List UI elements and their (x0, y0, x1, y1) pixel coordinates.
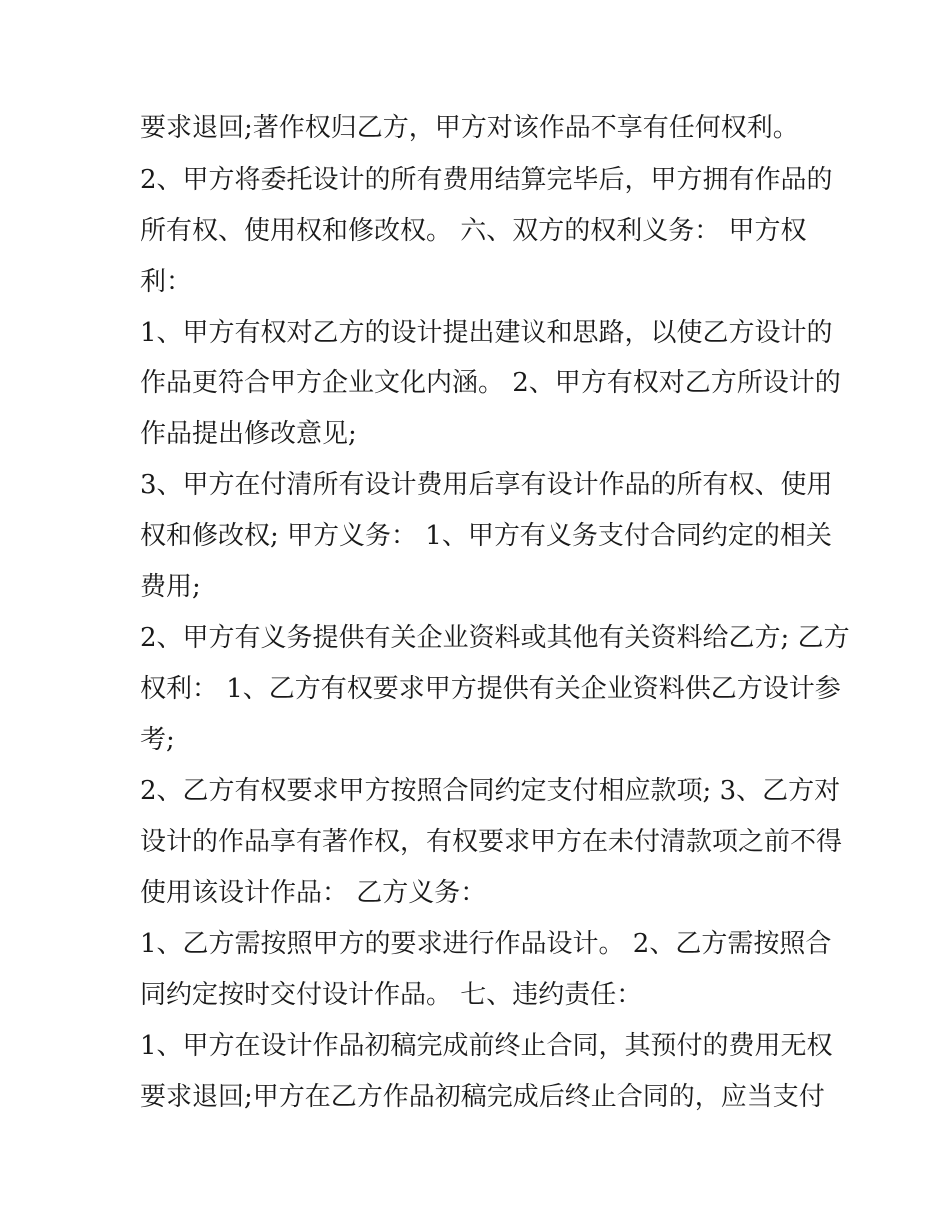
text-line: 考; (140, 725, 175, 755)
text-line: 2、甲方有义务提供有关企业资料或其他有关资料给乙方; 乙方 (140, 623, 850, 653)
text-line: 费用; (140, 572, 201, 602)
text-line: 1、甲方有权对乙方的设计提出建议和思路，以使乙方设计的 (140, 318, 833, 348)
text-line: 要求退回;甲方在乙方作品初稿完成后终止合同的，应当支付 (140, 1082, 825, 1112)
text-line: 作品更符合甲方企业文化内涵。 2、甲方有权对乙方所设计的 (140, 368, 841, 398)
text-line: 使用该设计作品： 乙方义务： (140, 878, 487, 908)
text-line: 3、甲方在付清所有设计费用后享有设计作品的所有权、使用 (140, 470, 833, 500)
text-line: 2、乙方有权要求甲方按照合同约定支付相应款项; 3、乙方对 (140, 776, 841, 806)
text-line: 要求退回;著作权归乙方，甲方对该作品不享有任何权利。 (140, 113, 799, 143)
text-line: 同约定按时交付设计作品。 七、违约责任： (140, 980, 643, 1010)
text-line: 1、乙方需按照甲方的要求进行作品设计。 2、乙方需按照合 (140, 929, 832, 959)
text-line: 作品提出修改意见; (140, 419, 357, 449)
text-line: 2、甲方将委托设计的所有费用结算完毕后，甲方拥有作品的 (140, 165, 833, 195)
text-line: 设计的作品享有著作权，有权要求甲方在未付清款项之前不得 (140, 827, 843, 857)
text-line: 所有权、使用权和修改权。 六、双方的权利义务： 甲方权 (140, 216, 807, 246)
text-line: 1、甲方在设计作品初稿完成前终止合同，其预付的费用无权 (140, 1031, 833, 1061)
text-line: 利： (140, 267, 193, 297)
text-line: 权和修改权; 甲方义务： 1、甲方有义务支付合同约定的相关 (140, 521, 832, 551)
text-line: 权利： 1、乙方有权要求甲方提供有关企业资料供乙方设计参 (140, 674, 841, 704)
